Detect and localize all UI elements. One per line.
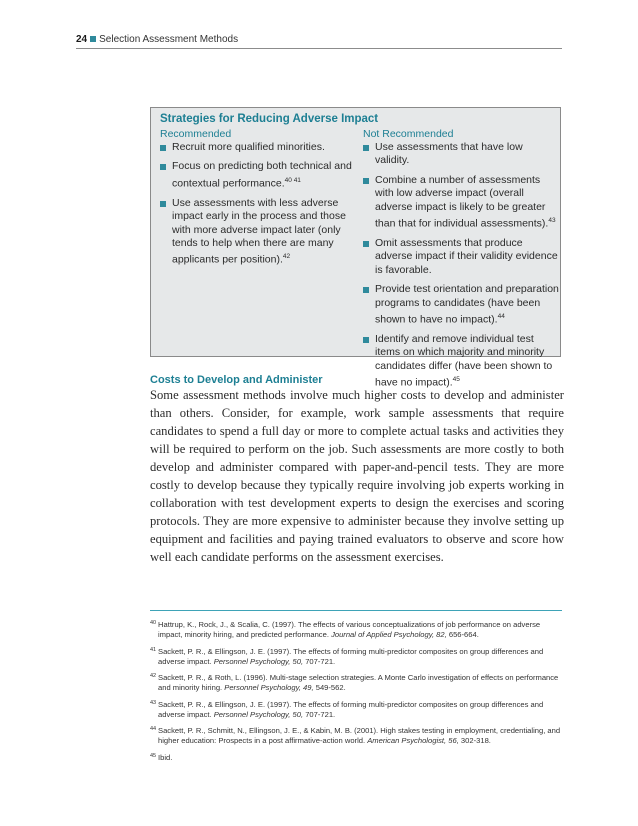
not-recommended-heading: Not Recommended — [363, 128, 454, 140]
footnote-ref: 44 — [497, 312, 505, 320]
footnote — [150, 620, 564, 640]
list-item — [363, 333, 559, 390]
footnote-ref: 43 — [548, 217, 556, 225]
list-item-text: Recruit more qualified minorities. — [172, 141, 325, 153]
footnote-text: Ibid. — [158, 752, 173, 762]
footnote-ref: 40 41 — [284, 176, 301, 184]
footnote-text: Sackett, P. R., & Ellingson, J. E. (1997). The effects of forming multi-predictor composites on group differences and adverse impact. — [158, 646, 544, 666]
list-item — [363, 237, 559, 277]
list-item-text: Provide test orientation and preparation programs to candidates (have been shown to have no impact). — [375, 283, 559, 326]
footnote-journal: Journal of Applied Psychology, 82, — [331, 630, 447, 639]
footnote-journal: Personnel Psychology, 49, — [224, 683, 314, 692]
list-item-text: Combine a number of assessments with low adverse impact (overall adverse impact is likely to be greater than that for individual assessments). — [375, 173, 549, 230]
footnotes-list — [150, 620, 564, 769]
list-item-text: Use assessments with less adverse impact early in the process and those with more adverse impact later (only tends to help when there are many applicants per position). — [172, 196, 346, 266]
box-title: Strategies for Reducing Adverse Impact — [160, 113, 379, 125]
list-item — [363, 141, 559, 168]
footnote-number: 41 — [150, 646, 157, 653]
footnote-number: 43 — [150, 699, 157, 706]
square-bullet-icon — [160, 201, 166, 207]
square-bullet-icon — [363, 145, 369, 151]
list-item-text: Focus on predicting both technical and contextual performance. — [172, 160, 352, 190]
list-item — [160, 197, 356, 268]
footnote-number: 40 — [150, 620, 157, 626]
list-item-text: Omit assessments that produce adverse impact if their validity evidence is favorable. — [375, 236, 558, 276]
footnote-text: Sackett, P. R., Schmitt, N., Ellingson, J. E., & Kabin, M. B. (2001). High stakes testing in employment, credentialing, and higher education: Prospects in a post affirmative-action world. — [158, 726, 561, 745]
footnote-text: Hattrup, K., Rock, J., & Scalia, C. (1997). The effects of various conceptualizations of job performance on adverse impact, minority hiring, and predicted performance. — [158, 620, 541, 639]
footnote — [150, 673, 564, 693]
footnote-pages: 656-664. — [446, 630, 479, 639]
list-item-text: Identify and remove individual test items on which majority and minority candidates differ (have been shown to have no impact). — [375, 332, 553, 389]
footnote — [150, 700, 564, 720]
square-bullet-icon — [363, 337, 369, 343]
list-item-text: Use assessments that have low validity. — [375, 141, 523, 167]
footnote — [150, 726, 564, 746]
page-number: 24 — [76, 34, 88, 45]
square-bullet-icon — [363, 287, 369, 293]
footnote-pages: 707-721. — [303, 656, 336, 666]
list-item — [160, 160, 356, 190]
footnote-number: 45 — [150, 752, 157, 759]
list-item — [160, 141, 356, 154]
running-header — [76, 34, 562, 49]
footnote-divider — [150, 610, 562, 611]
footnote-pages: 707-721. — [303, 709, 336, 719]
footnote-number: 42 — [150, 673, 157, 679]
recommended-heading: Recommended — [160, 128, 232, 140]
footnote-journal: Personnel Psychology, 50, — [213, 656, 304, 666]
footnote — [150, 753, 564, 763]
footnote — [150, 647, 564, 667]
square-bullet-icon — [363, 178, 369, 184]
footnote-text: Sackett, P. R., & Ellingson, J. E. (1997). The effects of forming multi-predictor composites on group differences and adverse impact. — [158, 699, 544, 719]
square-bullet-icon — [90, 36, 96, 42]
footnote-ref: 45 — [452, 376, 460, 384]
body-paragraph: Some assessment methods involve much higher costs to develop and administer than others. Consider, for example, work sample assessments that require candidates to spend a full day or more to complete actual tasks and activities they will be required to perform on the job. Such assessments are more costly to both develop and administer compared with paper-and-pencil tests. They are more costly to develop because they typically require involving job experts working in collaboration with test development experts to design the exercises and scoring protocols. They are more expensive to administer because they involve setting up equipment and facilities and paying trained evaluators to observe and score how well each candidate performs on the assessment exercises. — [150, 388, 564, 564]
not-recommended-list — [363, 141, 559, 396]
header-title: Selection Assessment Methods — [99, 34, 239, 45]
footnote-journal: American Psychologist, 56, — [367, 736, 459, 745]
footnote-pages: 549-562. — [313, 683, 346, 692]
list-item — [363, 174, 559, 231]
footnote-journal: Personnel Psychology, 50, — [213, 709, 304, 719]
square-bullet-icon — [363, 241, 369, 247]
square-bullet-icon — [160, 164, 166, 170]
section-title: Costs to Develop and Administer — [150, 374, 323, 386]
square-bullet-icon — [160, 145, 166, 151]
list-item — [363, 283, 559, 327]
recommended-list — [160, 141, 356, 273]
footnote-ref: 42 — [282, 253, 291, 261]
footnote-number: 44 — [150, 726, 157, 732]
footnote-pages: 302-318. — [458, 736, 491, 745]
footnote-text: Sackett, P. R., & Roth, L. (1996). Multi-stage selection strategies. A Monte Carlo investigation of effects on performance and minority hiring. — [158, 673, 559, 692]
